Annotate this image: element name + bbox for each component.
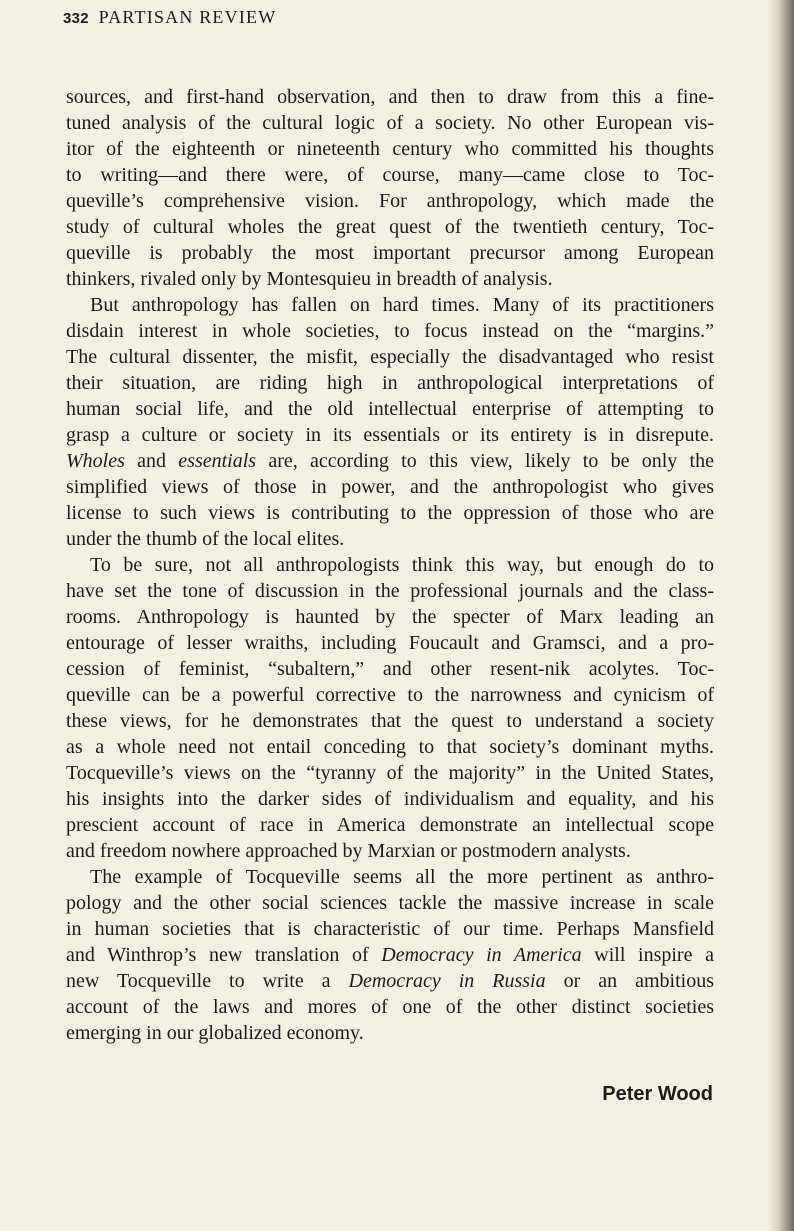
text-line: queville is probably the most important precursor among European xyxy=(66,242,714,264)
text-line: prescient account of race in America demonstrate an intellectual scope xyxy=(66,814,714,836)
text-line: new Tocqueville to write a Democracy in Russia or an ambitious xyxy=(66,970,714,992)
text-line: The example of Tocqueville seems all the more pertinent as anthro- xyxy=(90,866,714,888)
text-line: disdain interest in whole societies, to focus instead on the “margins.” xyxy=(66,320,714,342)
text-line: study of cultural wholes the great quest of the twentieth century, Toc- xyxy=(66,216,714,238)
text-line: Wholes and essentials are, according to this view, likely to be only the xyxy=(66,450,714,472)
text-line: his insights into the darker sides of individualism and equality, and his xyxy=(66,788,714,810)
article-body xyxy=(66,84,714,1046)
text-line: as a whole need not entail conceding to that society’s dominant myths. xyxy=(66,736,714,758)
text-line: grasp a culture or society in its essentials or its entirety is in disrepute. xyxy=(66,424,714,446)
text-line: these views, for he demonstrates that the quest to understand a society xyxy=(66,710,714,732)
text-line: thinkers, rivaled only by Montesquieu in breadth of analysis. xyxy=(66,268,553,290)
text-line: rooms. Anthropology is haunted by the specter of Marx leading an xyxy=(66,606,714,628)
page-edge-shadow xyxy=(768,0,794,1231)
text-line: in human societies that is characteristic of our time. Perhaps Mansfield xyxy=(66,918,714,940)
text-line: account of the laws and mores of one of the other distinct societies xyxy=(66,996,714,1018)
text-line: But anthropology has fallen on hard times. Many of its practitioners xyxy=(90,294,714,316)
text-line: and Winthrop’s new translation of Democracy in America will inspire a xyxy=(66,944,714,966)
text-line: human social life, and the old intellectual enterprise of attempting to xyxy=(66,398,714,420)
text-line: itor of the eighteenth or nineteenth century who committed his thoughts xyxy=(66,138,714,160)
text-line: queville can be a powerful corrective to the narrowness and cynicism of xyxy=(66,684,714,706)
page-number: 332 xyxy=(63,10,89,27)
text-line: to writing—and there were, of course, many—came close to Toc- xyxy=(66,164,714,186)
text-line: The cultural dissenter, the misfit, especially the disadvantaged who resist xyxy=(66,346,714,368)
italic-book-title: Democracy in America xyxy=(381,944,582,966)
text-line: emerging in our globalized economy. xyxy=(66,1022,364,1044)
journal-title: PARTISAN REVIEW xyxy=(98,7,277,27)
text-line: cession of feminist, “subaltern,” and other resent-nik acolytes. Toc- xyxy=(66,658,714,680)
italic-essentials: essentials xyxy=(178,450,257,472)
text-line: pology and the other social sciences tackle the massive increase in scale xyxy=(66,892,714,914)
text-line: license to such views is contributing to the oppression of those who are xyxy=(66,502,714,524)
italic-wholes: Wholes xyxy=(66,450,125,472)
text-line: have set the tone of discussion in the professional journals and the class- xyxy=(66,580,714,602)
text-line: and freedom nowhere approached by Marxian or postmodern analysts. xyxy=(66,840,631,862)
text-line: their situation, are riding high in anthropological interpretations of xyxy=(66,372,714,394)
text-line: tuned analysis of the cultural logic of a society. No other European vis- xyxy=(66,112,714,134)
italic-book-title: Democracy in Russia xyxy=(348,970,546,992)
text-line: under the thumb of the local elites. xyxy=(66,528,345,550)
text-line: entourage of lesser wraiths, including Foucault and Gramsci, and a pro- xyxy=(66,632,714,654)
text-line: To be sure, not all anthropologists think this way, but enough do to xyxy=(90,554,714,576)
author-signature: Peter Wood xyxy=(602,1083,713,1105)
running-header xyxy=(63,6,276,30)
text-line: sources, and first-hand observation, and then to draw from this a fine- xyxy=(66,86,714,108)
text-line: queville’s comprehensive vision. For anthropology, which made the xyxy=(66,190,714,212)
text-line: simplified views of those in power, and the anthropologist who gives xyxy=(66,476,714,498)
text-line: Tocqueville’s views on the “tyranny of the majority” in the United States, xyxy=(66,762,714,784)
